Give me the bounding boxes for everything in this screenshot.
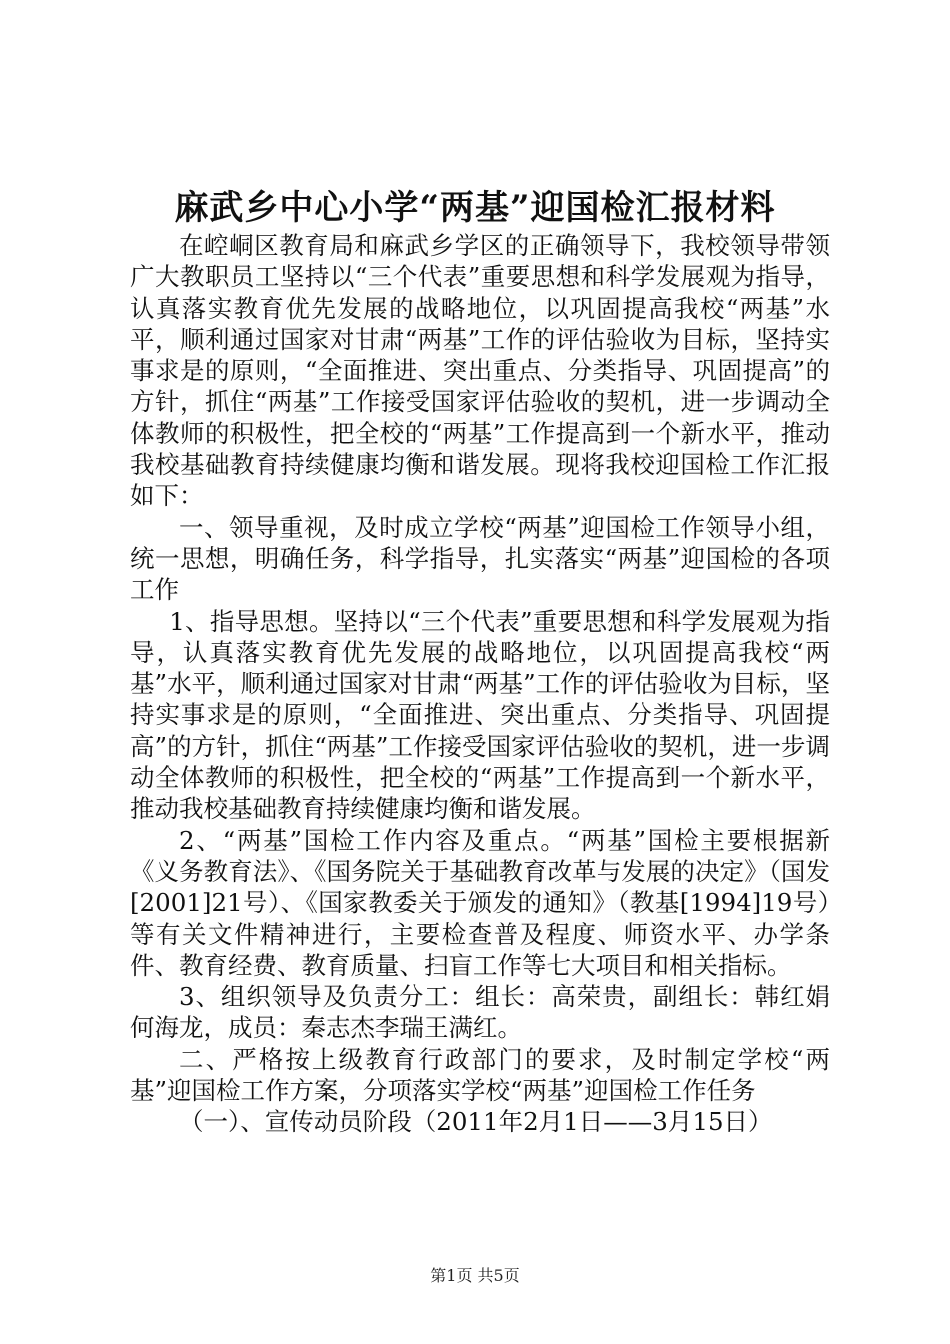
- paragraph-organization: 3、组织领导及负责分工：组长：高荣贵，副组长：韩红娟何海龙，成员：秦志杰李瑞王满红。: [130, 982, 830, 1043]
- paragraph-section-two-heading: 二、严格按上级教育行政部门的要求，及时制定学校“两基”迎国检工作方案，分项落实学校“两基”迎国检工作任务: [130, 1044, 830, 1106]
- page-number-footer: 第1页 共5页: [430, 1266, 520, 1285]
- paragraph-stage-one: （一）、宣传动员阶段（2011年2月1日——3月15日）: [179, 1107, 773, 1137]
- paragraph-inspection-content: 2、“两基”国检工作内容及重点。“两基”国检主要根据新《义务教育法》、《国务院关于基础教育改革与发展的决定》（国发[2001]21号）、《国家教委关于颁发的通知》（教基[1994]19号）等有关文件精神进行，主要检查普及程度、师资水平、办学条件、教育经费、教育质量、扫盲工作等七大项目和相关指标。: [130, 825, 830, 980]
- document-title: 麻武乡中心小学“两基”迎国检汇报材料: [174, 188, 776, 228]
- paragraph-intro: 在崆峒区教育局和麻武乡学区的正确领导下，我校领导带领广大教职员工坚持以“三个代表”重要思想和科学发展观为指导，认真落实教育优先发展的战略地位，以巩固提高我校“两基”水平，顺利通过国家对甘肃“两基”工作的评估验收为目标，坚持实事求是的原则，“全面推进、突出重点、分类指导、巩固提高”的方针，抓住“两基”工作接受国家评估验收的契机，进一步调动全体教师的积极性，把全校的“两基”工作提高到一个新水平，推动我校基础教育持续健康均衡和谐发展。现将我校迎国检工作汇报如下：: [130, 231, 830, 511]
- paragraph-guiding-ideology: 1、指导思想。坚持以“三个代表”重要思想和科学发展观为指导，认真落实教育优先发展的战略地位，以巩固提高我校“两基”水平，顺利通过国家对甘肃“两基”工作的评估验收为目标，坚持实事求是的原则，“全面推进、突出重点、分类指导、巩固提高”的方针，抓住“两基”工作接受国家评估验收的契机，进一步调动全体教师的积极性，把全校的“两基”工作提高到一个新水平，推动我校基础教育持续健康均衡和谐发展。: [130, 606, 830, 824]
- document-body: [130, 230, 830, 1138]
- paragraph-section-one-heading: 一、领导重视，及时成立学校“两基”迎国检工作领导小组，统一思想，明确任务，科学指导，扎实落实“两基”迎国检的各项工作: [130, 512, 830, 605]
